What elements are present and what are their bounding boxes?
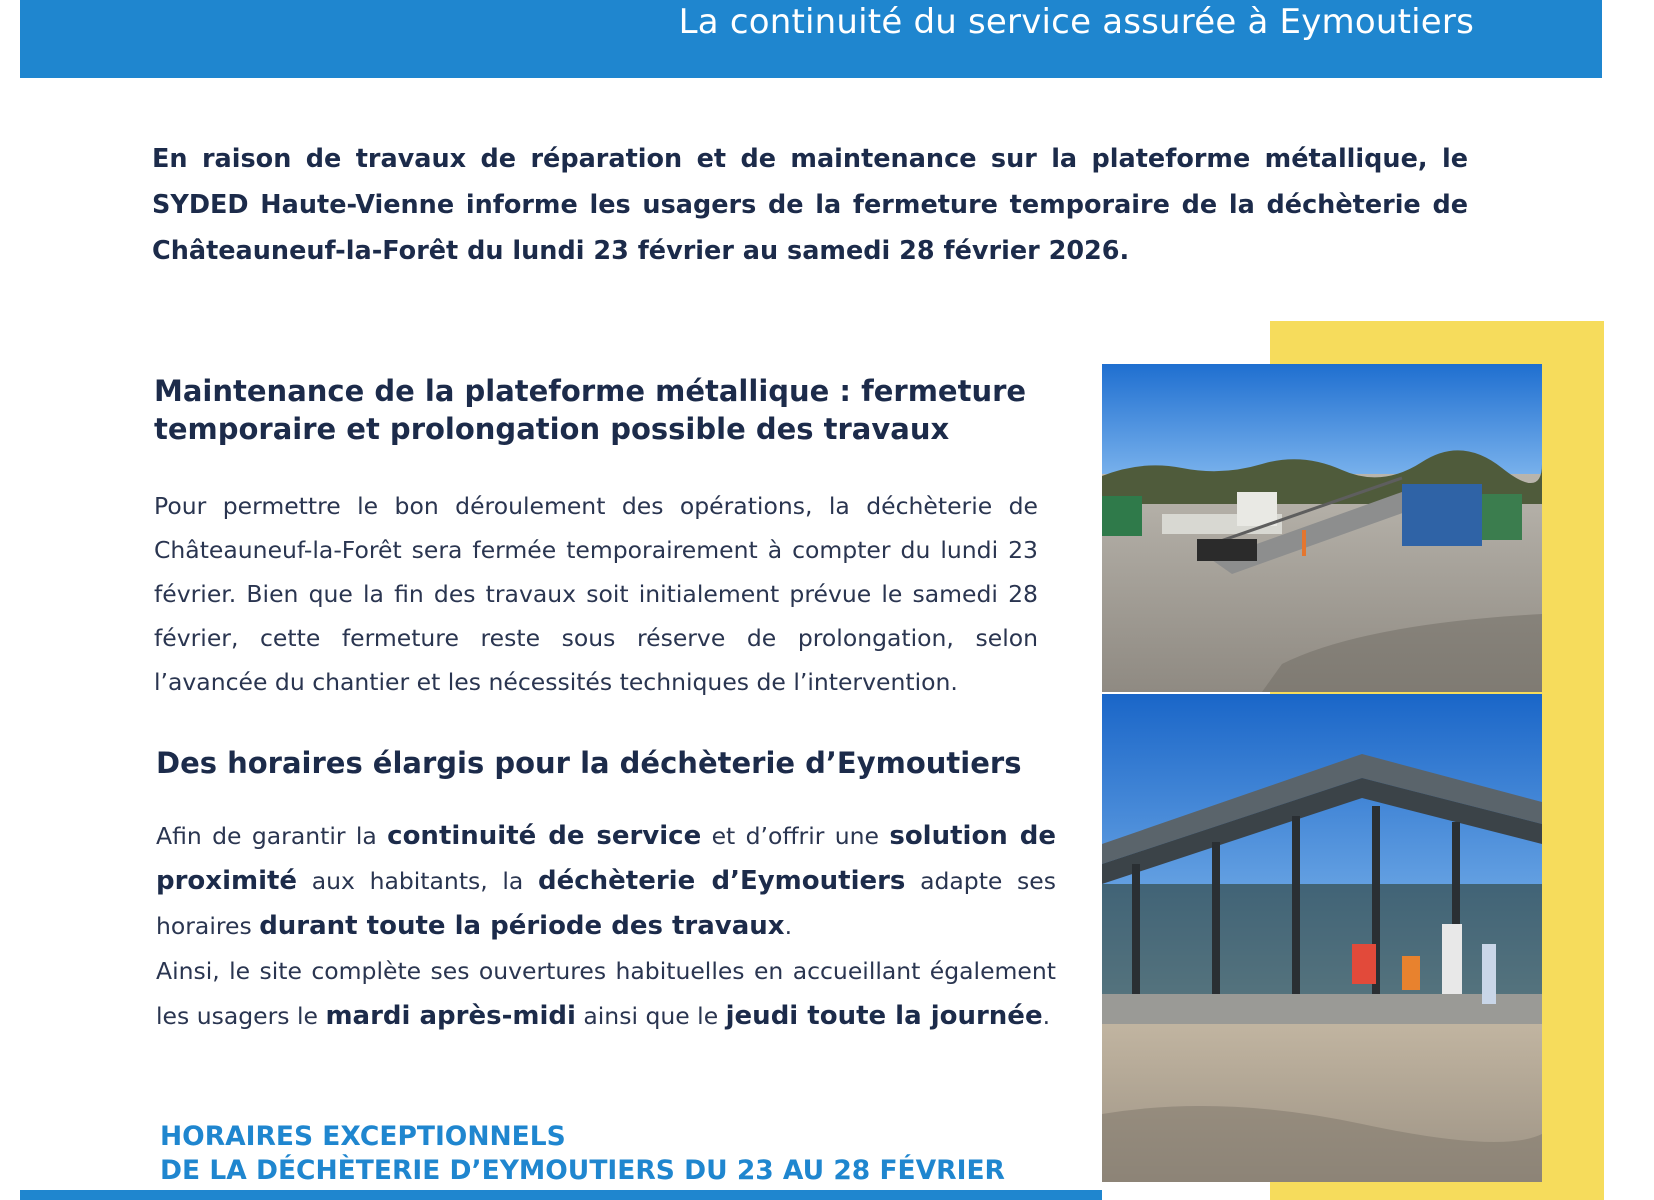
emphasis-text: durant toute la période des travaux [259,911,785,941]
banner-title: La continuité du service assurée à Eymoutiers [678,2,1474,42]
text-fragment: aux habitants, la [297,867,538,895]
emphasis-text: mardi après-midi [325,1001,576,1031]
emphasis-text: continuité de service [387,821,702,851]
text-fragment: Ainsi, le site complète ses ouvertures habituelles en accueillant également les usagers le [156,957,1056,1030]
maintenance-paragraph: Pour permettre le bon déroulement des opérations, la déchèterie de Châteauneuf-la-Forêt sera fermée temporairement à compter du lundi 23 février. Bien que la fin des travaux soit initialement prévue le samedi 28 février, cette fermeture reste sous réserve de prolongation, selon l’avancée du chantier et les nécessités techniques de l’intervention. [154,492,1038,696]
text-fragment: adapte ses horaires [156,867,1056,940]
emphasis-text: déchèterie d’Eymoutiers [538,866,906,896]
schedule-title [160,1120,1080,1188]
intro-paragraph: En raison de travaux de réparation et de maintenance sur la plateforme métallique, le SYDED Haute-Vienne informe les usagers de la fermeture temporaire de la déchèterie de Châteauneuf-la-Forêt du lundi 23 février au samedi 28 février 2026. [152,144,1468,266]
top-banner [20,0,1602,78]
text-fragment: Afin de garantir la [156,822,388,850]
horaires-paragraph [156,814,1056,1039]
text-fragment: ainsi que le [575,1002,726,1030]
bottom-blue-band [20,1190,1102,1200]
text-fragment: . [1042,1002,1051,1030]
photo-platform-ramp [1102,364,1542,692]
section-heading-maintenance: Maintenance de la plateforme métallique : fermeture temporaire et prolongation possible des travaux [154,374,1027,446]
schedule-title-line1: HORAIRES EXCEPTIONNELS [160,1121,566,1152]
horaires-second-sentence [156,949,1056,1039]
photo-covered-bays [1102,694,1542,1182]
text-fragment: et d’offrir une [701,822,890,850]
emphasis-text: solution de proximité [156,821,1056,896]
section-heading-horaires: Des horaires élargis pour la déchèterie d’Eymoutiers [156,746,1022,780]
schedule-title-line2: DE LA DÉCHÈTERIE D’EYMOUTIERS DU 23 AU 28 FÉVRIER [160,1155,1005,1186]
text-fragment: . [784,912,793,940]
emphasis-text: jeudi toute la journée [725,1001,1043,1031]
